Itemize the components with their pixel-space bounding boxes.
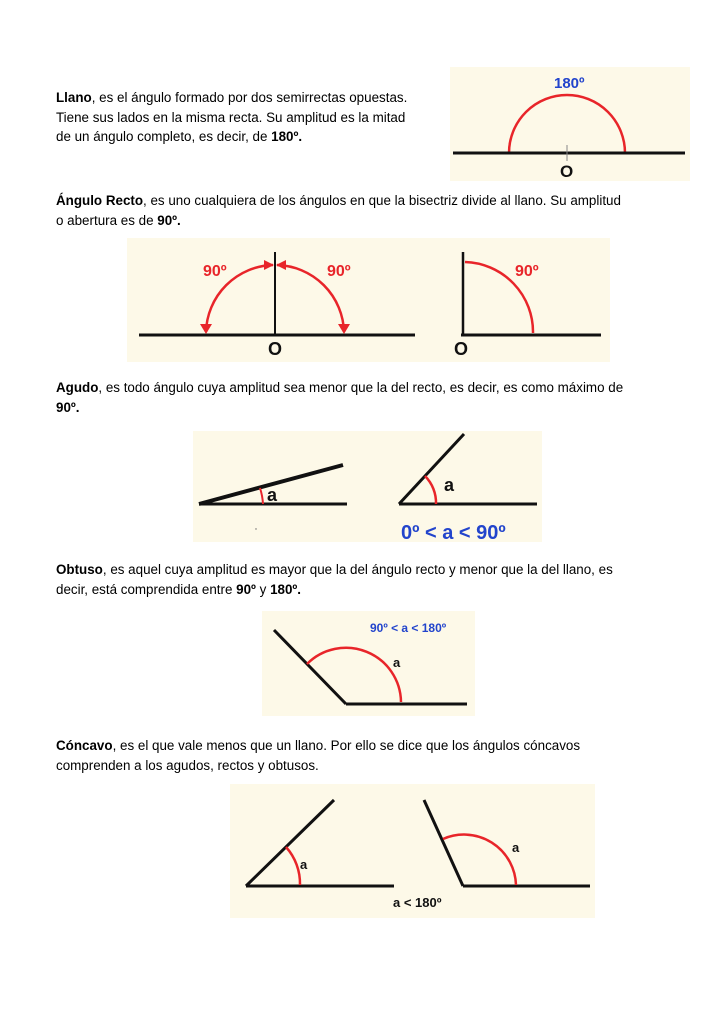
agudo-arc [425, 476, 436, 504]
llano-line1: , es el ángulo formado por dos semirrectas opuestas. [91, 90, 408, 105]
agudo-small-arc [260, 488, 263, 504]
recto-right-arrowhead [338, 324, 350, 334]
agudo-small-label: a [267, 485, 278, 505]
recto-vertex-label: O [268, 339, 283, 359]
llano-value: 180º. [271, 129, 303, 144]
obtuso-line2-pre: decir, está comprendida entre [56, 581, 237, 597]
obtuso-figure [262, 611, 475, 716]
agudo-value: 90º. [56, 399, 80, 415]
concavo-line1: , es el que vale menos que un llano. Por ello se dice que los ángulos cóncavos [112, 738, 581, 753]
recto-figure [127, 238, 610, 362]
llano-line3: de un ángulo completo, es decir, de [56, 129, 272, 144]
obtuso-range: 90º < a < 180º [370, 621, 447, 635]
agudo-dot [255, 528, 256, 529]
recto-top-left-arrowhead [264, 260, 274, 270]
obtuso-ray [274, 630, 346, 704]
llano-paragraph [56, 88, 456, 147]
concavo-line2: comprenden a los agudos, rectos y obtusos. [56, 757, 319, 773]
recto-value: 90º. [157, 212, 181, 228]
concavo-diagram [230, 784, 595, 918]
obtuso-paragraph [56, 560, 696, 599]
concavo-paragraph [56, 736, 696, 775]
recto-top-right-arrowhead [276, 260, 286, 270]
obtuso-term: Obtuso [56, 562, 103, 577]
obtuso-line1: , es aquel cuya amplitud es mayor que la del ángulo recto y menor que la del llano, es [102, 562, 613, 577]
llano-vertex-label: O [560, 162, 574, 181]
llano-line2: Tiene sus lados en la misma recta. Su amplitud es la mitad [56, 109, 406, 125]
obtuso-diagram [262, 611, 475, 716]
concavo-right-ray [424, 800, 463, 886]
recto-paragraph [56, 191, 696, 230]
agudo-term: Agudo [56, 380, 99, 395]
llano-angle-label: 180º [554, 75, 585, 92]
concavo-left-arc [286, 847, 300, 885]
obtuso-min: 90º [236, 581, 256, 597]
obtuso-label: a [393, 655, 401, 670]
recto-diagram [127, 238, 610, 362]
obtuso-arc [307, 648, 401, 702]
recto-single-angle-label: 90º [515, 263, 539, 280]
agudo-paragraph [56, 378, 696, 417]
agudo-ray [399, 434, 464, 504]
concavo-right-arc [443, 835, 516, 885]
agudo-line1: , es todo ángulo cuya amplitud sea menor que la del recto, es decir, es como máximo de [98, 380, 624, 395]
recto-left-angle-label: 90º [203, 263, 227, 280]
agudo-figure [193, 431, 542, 542]
concavo-term: Cóncavo [56, 738, 113, 753]
obtuso-line2-mid: y [255, 581, 271, 597]
recto-single-vertex-label: O [454, 339, 469, 359]
recto-right-angle-label: 90º [327, 263, 351, 280]
concavo-left-ray [246, 800, 334, 886]
obtuso-max: 180º. [270, 581, 302, 597]
concavo-range: a < 180º [393, 895, 442, 910]
concavo-right-label: a [512, 840, 520, 855]
llano-angle-arc [509, 95, 625, 153]
llano-figure [450, 67, 690, 181]
recto-line1: , es uno cualquiera de los ángulos en que la bisectriz divide al llano. Su amplitud [143, 193, 621, 208]
llano-diagram [450, 67, 690, 181]
recto-left-arrowhead [200, 324, 212, 334]
recto-line2: o abertura es de [56, 212, 158, 228]
agudo-diagram [193, 431, 542, 542]
agudo-range: 0º < a < 90º [401, 522, 506, 542]
concavo-figure [230, 784, 595, 918]
concavo-left-label: a [300, 857, 308, 872]
llano-term: Llano [56, 90, 92, 105]
recto-term: Ángulo Recto [56, 193, 144, 208]
agudo-label: a [444, 475, 455, 495]
